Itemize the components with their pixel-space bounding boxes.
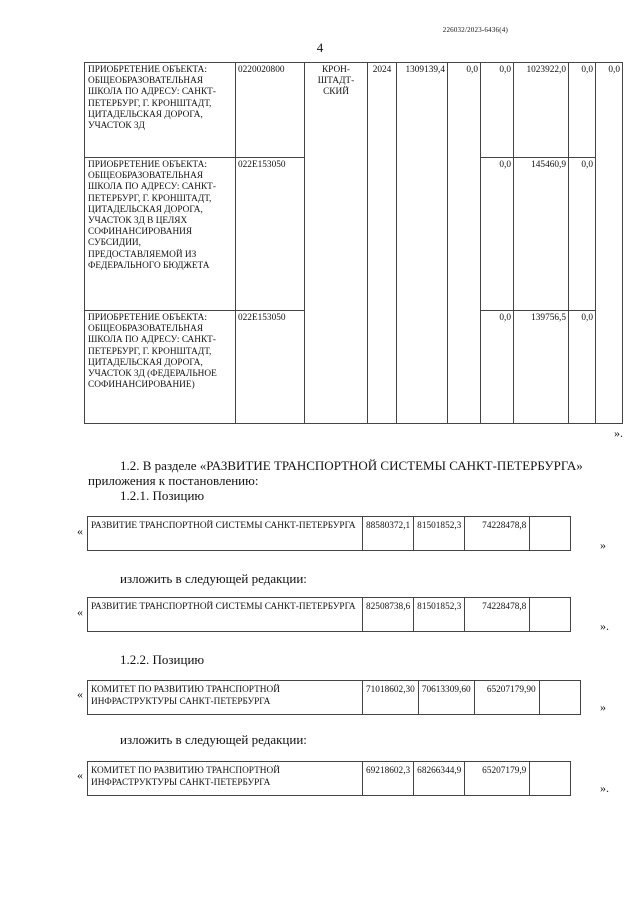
value-cell: 0,0 <box>481 63 514 158</box>
closing-quote: ». <box>600 619 609 633</box>
value-cell: 0,0 <box>569 311 596 424</box>
value-cell: 0,0 <box>569 63 596 158</box>
position-name: РАЗВИТИЕ ТРАНСПОРТНОЙ СИСТЕМЫ САНКТ-ПЕТЕРБУРГА <box>88 598 363 632</box>
value-cell: 0,0 <box>448 63 481 158</box>
value-cell: 88580372,1 <box>363 517 414 551</box>
closing-quote: » <box>600 538 606 552</box>
opening-quote: « <box>77 687 83 701</box>
value-cell: 81501852,3 <box>414 517 465 551</box>
value-cell: 70613309,60 <box>418 681 474 715</box>
value-cell: 65207179,90 <box>474 681 539 715</box>
position-table <box>87 761 571 796</box>
year-cell: 2024 <box>368 63 397 158</box>
opening-quote: « <box>77 768 83 782</box>
object-name: ПРИОБРЕТЕНИЕ ОБЪЕКТА: ОБЩЕОБРАЗОВАТЕЛЬНАЯ ШКОЛА ПО АДРЕСУ: САНКТ-ПЕТЕРБУРГ, Г. КРОНШТАДТ, ЦИТАДЕЛЬСКАЯ ДОРОГА, УЧАСТОК 3Д (ФЕДЕРАЛЬНОЕ СОФИНАНСИРОВАНИЕ) <box>85 311 236 424</box>
empty-cell <box>397 311 448 424</box>
table-row <box>88 762 571 796</box>
closing-quote: » <box>600 700 606 714</box>
value-cell: 145460,9 <box>514 158 569 311</box>
document-number: 226032/2023-6436(4) <box>442 26 508 34</box>
budget-table <box>84 62 623 424</box>
position-name: КОМИТЕТ ПО РАЗВИТИЮ ТРАНСПОРТНОЙ ИНФРАСТРУКТУРЫ САНКТ-ПЕТЕРБУРГА <box>88 681 363 715</box>
opening-quote: « <box>77 605 83 619</box>
value-cell: 74228478,8 <box>465 598 530 632</box>
position-name: РАЗВИТИЕ ТРАНСПОРТНОЙ СИСТЕМЫ САНКТ-ПЕТЕРБУРГА <box>88 517 363 551</box>
empty-cell <box>530 598 571 632</box>
empty-cell <box>596 311 623 424</box>
empty-cell <box>530 517 571 551</box>
object-name: ПРИОБРЕТЕНИЕ ОБЪЕКТА: ОБЩЕОБРАЗОВАТЕЛЬНАЯ ШКОЛА ПО АДРЕСУ: САНКТ-ПЕТЕРБУРГ, Г. КРОНШТАДТ, ЦИТАДЕЛЬСКАЯ ДОРОГА, УЧАСТОК 3Д В ЦЕЛЯХ СОФИНАНСИРОВАНИЯ СУБСИДИИ, ПРЕДОСТАВЛЯЕМОЙ ИЗ ФЕДЕРАЛЬНОГО БЮДЖЕТА <box>85 158 236 311</box>
value-cell: 139756,5 <box>514 311 569 424</box>
value-cell: 0,0 <box>569 158 596 311</box>
replace-text: изложить в следующей редакции: <box>120 732 307 747</box>
item-1-2-1: 1.2.1. Позицию <box>120 488 205 503</box>
value-cell: 0,0 <box>481 311 514 424</box>
item-1-2-2: 1.2.2. Позицию <box>120 652 205 667</box>
object-name: ПРИОБРЕТЕНИЕ ОБЪЕКТА: ОБЩЕОБРАЗОВАТЕЛЬНАЯ ШКОЛА ПО АДРЕСУ: САНКТ-ПЕТЕРБУРГ, Г. КРОНШТАДТ, ЦИТАДЕЛЬСКАЯ ДОРОГА, УЧАСТОК 3Д <box>85 63 236 158</box>
table-row <box>85 63 623 158</box>
budget-code: 0220020800 <box>236 63 305 158</box>
empty-cell <box>448 311 481 424</box>
empty-cell <box>368 158 397 311</box>
replace-text: изложить в следующей редакции: <box>120 571 307 586</box>
value-cell: 0,0 <box>596 63 623 158</box>
empty-cell <box>596 158 623 311</box>
budget-code: 022E153050 <box>236 311 305 424</box>
table-row <box>88 517 571 551</box>
empty-cell <box>448 158 481 311</box>
value-cell: 69218602,3 <box>363 762 414 796</box>
position-table <box>87 597 571 632</box>
value-cell: 1309139,4 <box>397 63 448 158</box>
budget-code: 022E153050 <box>236 158 305 311</box>
value-cell: 0,0 <box>481 158 514 311</box>
empty-cell <box>530 762 571 796</box>
section-heading-cont: приложения к постановлению: <box>88 473 259 488</box>
value-cell: 81501852,3 <box>414 598 465 632</box>
empty-cell <box>368 311 397 424</box>
closing-quote: ». <box>600 781 609 795</box>
value-cell: 82508738,6 <box>363 598 414 632</box>
page-number: 4 <box>316 40 324 55</box>
value-cell: 74228478,8 <box>465 517 530 551</box>
value-cell: 71018602,30 <box>363 681 419 715</box>
position-table <box>87 680 581 715</box>
position-table <box>87 516 571 551</box>
empty-cell <box>539 681 580 715</box>
opening-quote: « <box>77 524 83 538</box>
value-cell: 65207179,9 <box>465 762 530 796</box>
closing-quote: ». <box>614 426 623 440</box>
value-cell: 68266344,9 <box>414 762 465 796</box>
district-cell: КРОН- ШТАДТ- СКИЙ <box>305 63 368 424</box>
table-row <box>88 598 571 632</box>
section-heading: 1.2. В разделе «РАЗВИТИЕ ТРАНСПОРТНОЙ СИСТЕМЫ САНКТ-ПЕТЕРБУРГА» <box>120 458 583 473</box>
value-cell: 1023922,0 <box>514 63 569 158</box>
empty-cell <box>397 158 448 311</box>
table-row <box>88 681 581 715</box>
position-name: КОМИТЕТ ПО РАЗВИТИЮ ТРАНСПОРТНОЙ ИНФРАСТРУКТУРЫ САНКТ-ПЕТЕРБУРГА <box>88 762 363 796</box>
